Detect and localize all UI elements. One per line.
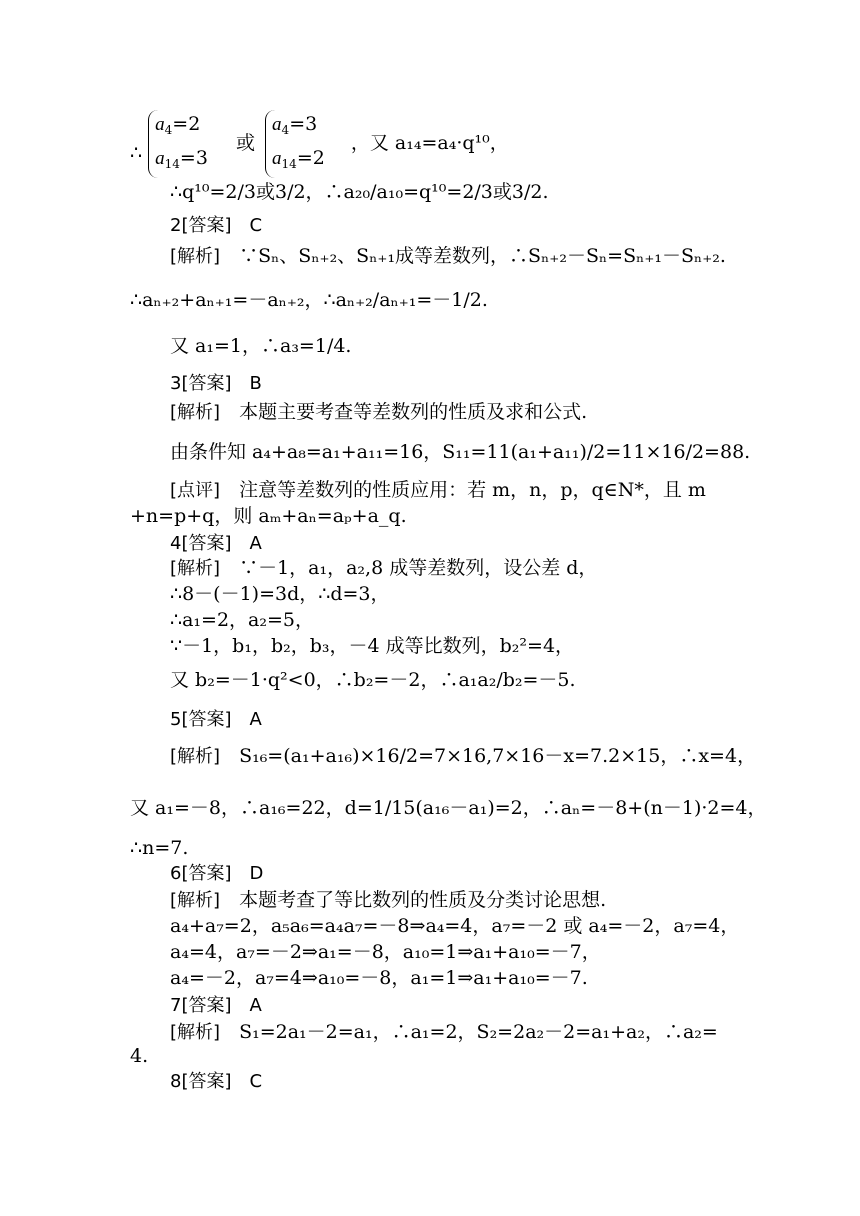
answer-4: 4[答案] A [170,533,262,554]
analysis-5-line-3: ∴n=7. [130,837,189,859]
answer-7: 7[答案] A [170,995,262,1016]
analysis-7-line-2: 4. [130,1045,149,1067]
therefore-symbol: ∴ [130,142,143,164]
analysis-5-line-2: 又 a₁=－8，∴a₁₆=22，d=1/15(a₁₆－a₁)=2，∴aₙ=－8+(n－1)·2=4， [130,797,767,819]
solution-line-system [130,110,509,170]
analysis-4-line-5: 又 b₂=－1·q²<0，∴b₂=－2，∴a₁a₂/b₂=－5. [170,669,576,691]
review-3: [点评] 注意等差数列的性质应用：若 m，n，p，q∈N*，且 m [170,479,706,501]
ratio-result-line: ∴q¹⁰=2/3或3/2，∴a₂₀/a₁₀=q¹⁰=2/3或3/2. [170,181,549,203]
analysis-2-line-3: 又 a₁=1，∴a₃=1/4. [170,335,352,357]
analysis-4: [解析] ∵－1，a₁，a₂,8 成等差数列，设公差 d， [170,557,598,579]
review-3-line-2: +n=p+q，则 aₘ+aₙ=aₚ+a_q. [130,505,407,527]
analysis-3-line-2: 由条件知 a₄+a₈=a₁+a₁₁=16，S₁₁=11(a₁+a₁₁)/2=11×16/2=88. [170,441,751,463]
analysis-6-line-2: a₄+a₇=2，a₅a₆=a₄a₇=－8⇒a₄=4，a₇=－2 或 a₄=－2，a₇=4， [170,915,740,937]
answer-6: 6[答案] D [170,863,264,884]
analysis-4-line-2: ∴8－(－1)=3d，∴d=3， [170,583,390,605]
answer-3: 3[答案] B [170,373,262,394]
or-text: 或 [235,132,255,154]
equation-system-2: $a_4=3$ $a_{14}=2$ [265,110,325,178]
analysis-2: [解析] ∵Sₙ、Sₙ₊₂、Sₙ₊₁成等差数列，∴Sₙ₊₂－Sₙ=Sₙ₊₁－Sₙ₊₂. [170,245,726,267]
analysis-6: [解析] 本题考查了等比数列的性质及分类讨论思想. [170,889,607,911]
analysis-7: [解析] S₁=2a₁－2=a₁，∴a₁=2，S₂=2a₂－2=a₁+a₂，∴a₂= [170,1021,718,1043]
answer-8: 8[答案] C [170,1071,263,1092]
analysis-5: [解析] S₁₆=(a₁+a₁₆)×16/2=7×16,7×16－x=7.2×15，∴x=4， [170,745,757,767]
analysis-4-line-4: ∵－1，b₁，b₂，b₃，－4 成等比数列，b₂²=4， [170,635,575,657]
answer-5: 5[答案] A [170,709,262,730]
answer-2: 2[答案] C [170,215,263,236]
analysis-6-line-4: a₄=－2，a₇=4⇒a₁₀=－8，a₁=1⇒a₁+a₁₀=－7. [170,967,588,989]
equation-system-1: $a_4=2$ $a_{14}=3$ [148,110,208,178]
analysis-6-line-3: a₄=4，a₇=－2⇒a₁=－8，a₁₀=1⇒a₁+a₁₀=－7， [170,941,601,963]
analysis-4-line-3: ∴a₁=2，a₂=5， [170,609,314,631]
analysis-3: [解析] 本题主要考查等差数列的性质及求和公式. [170,401,588,423]
analysis-2-line-2: ∴aₙ₊₂+aₙ₊₁=－aₙ₊₂，∴aₙ₊₂/aₙ₊₁=－1/2. [130,289,488,311]
system-tail-text: ，又 a₁₄=a₄·q¹⁰， [350,132,509,154]
